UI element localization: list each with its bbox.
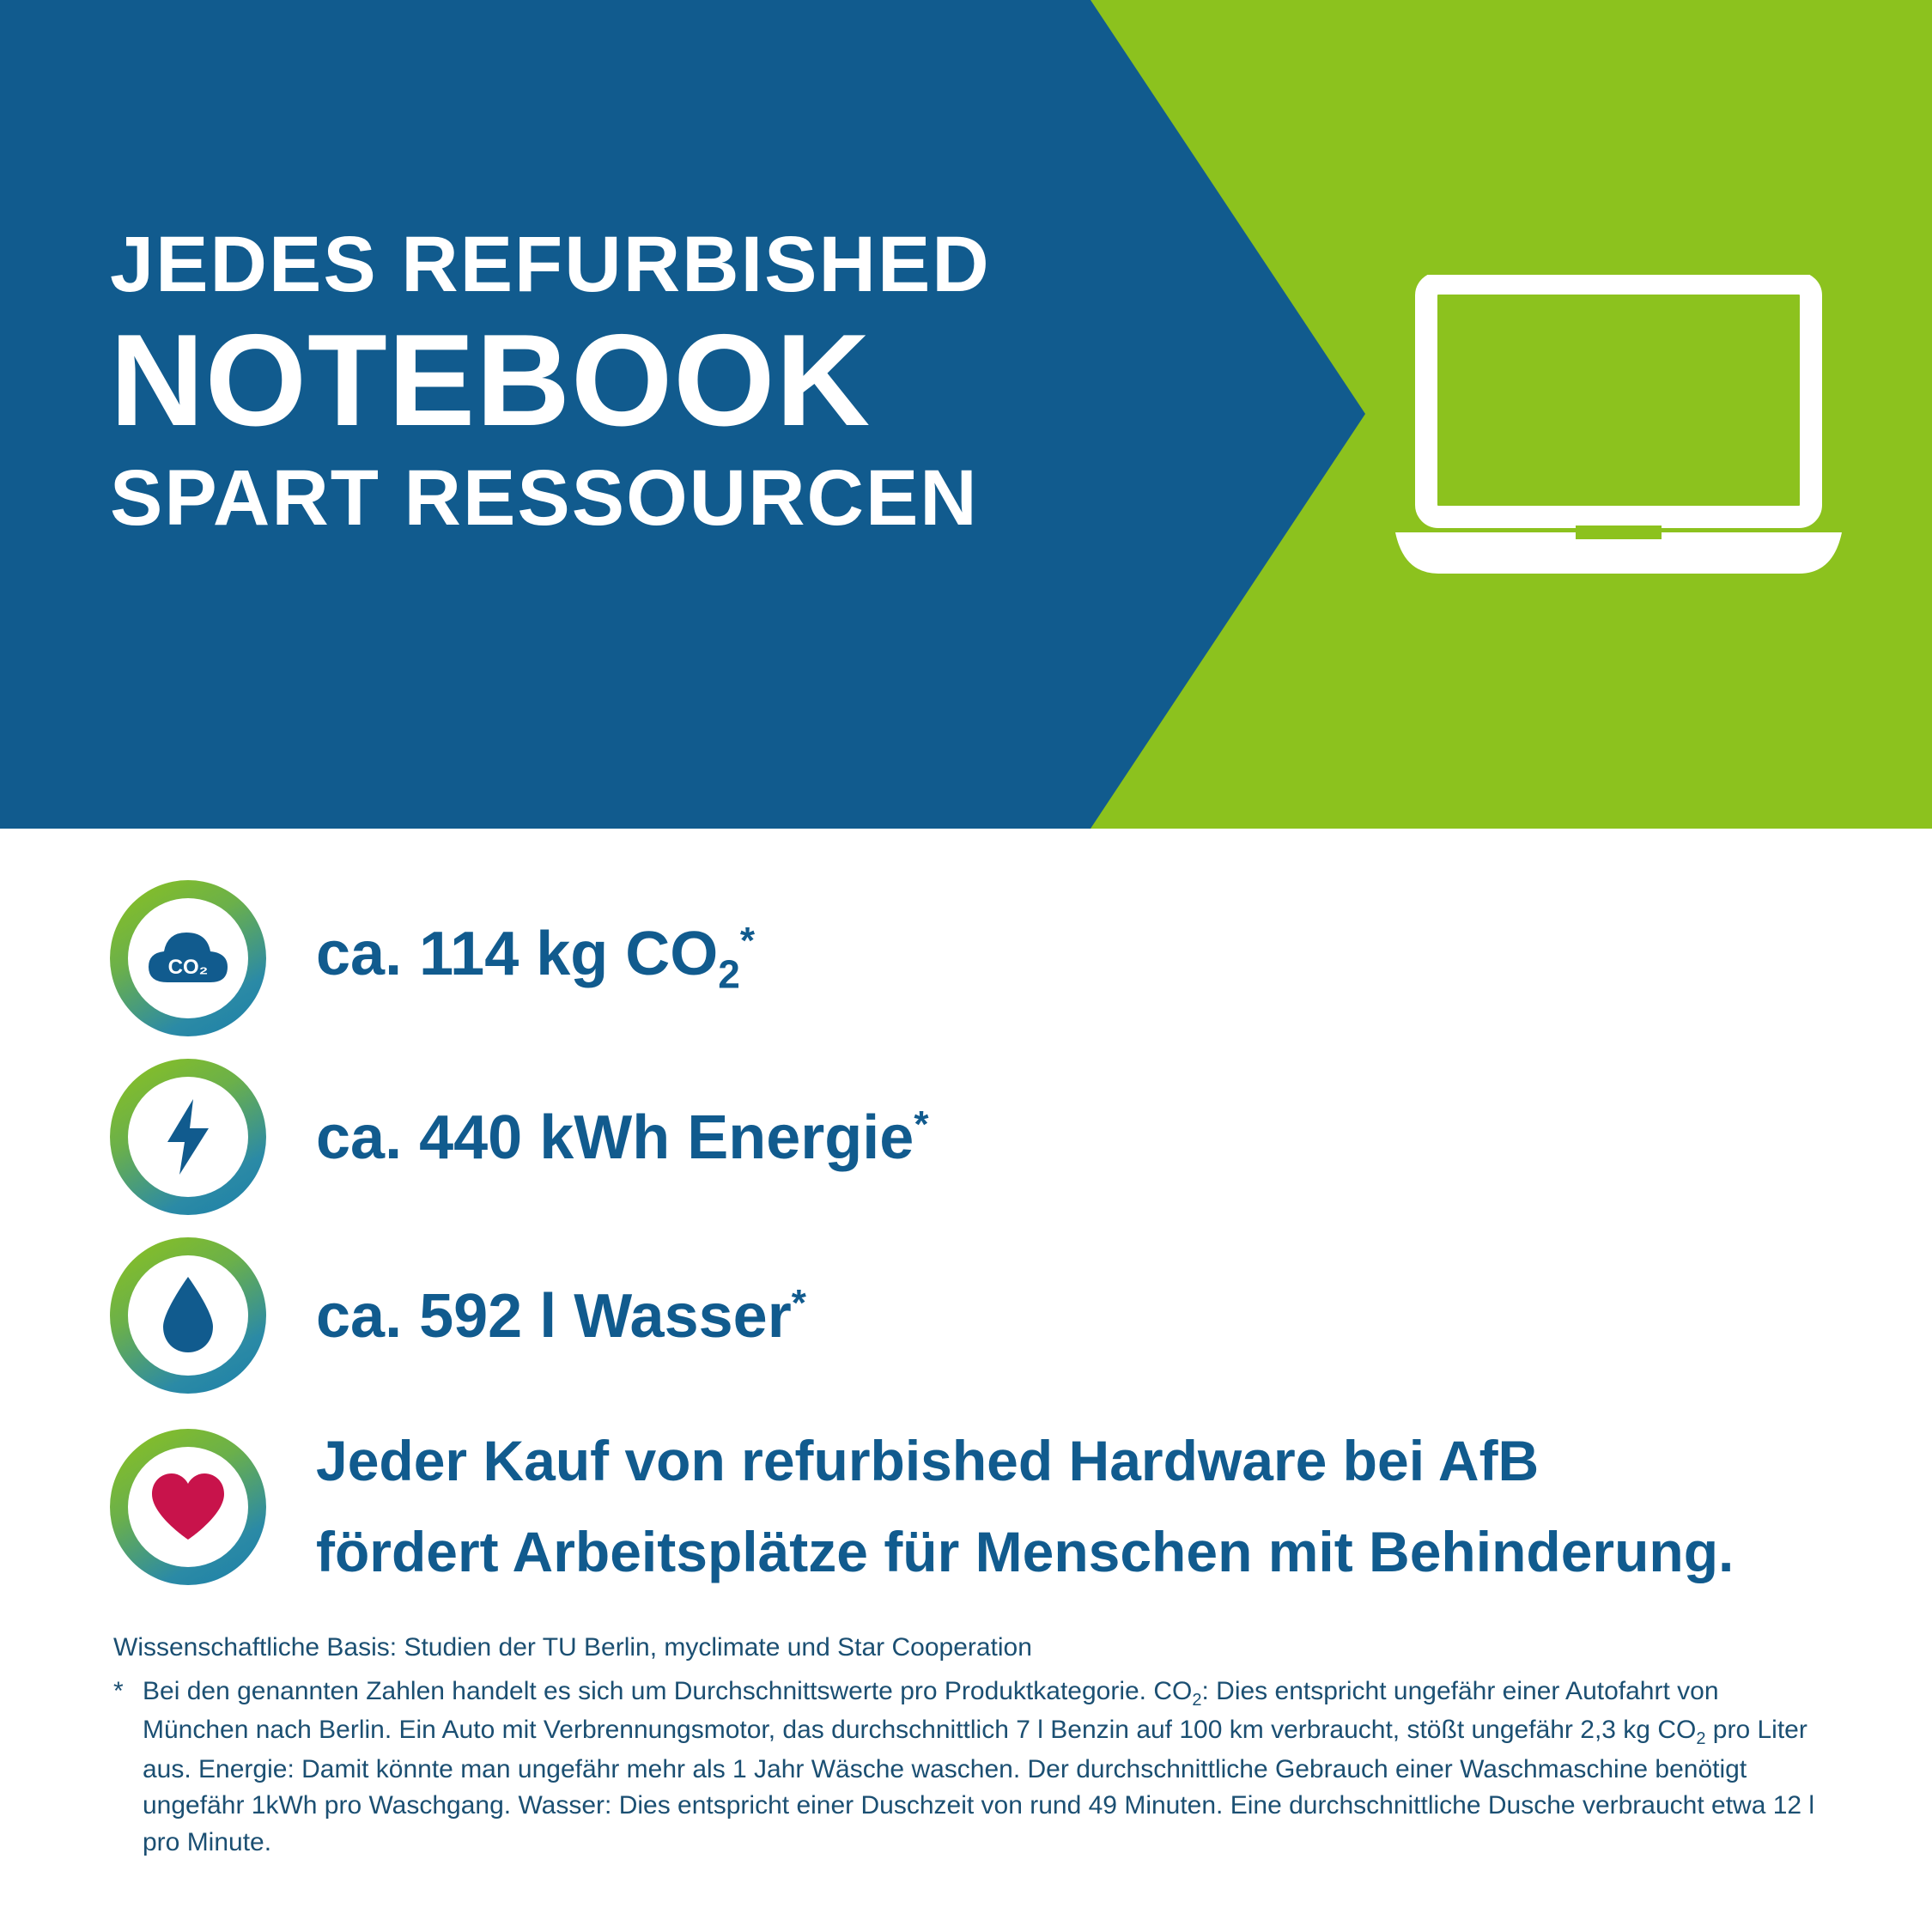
statement-line-1: Jeder Kauf von refurbished Hardware bei AfB bbox=[316, 1429, 1540, 1492]
lightning-bolt-icon bbox=[162, 1097, 214, 1176]
footnote-sub-1: 2 bbox=[1192, 1690, 1202, 1710]
fact-energy-prefix: ca. 440 kWh Energie bbox=[316, 1103, 914, 1172]
fact-water-prefix: ca. 592 l Wasser bbox=[316, 1281, 792, 1351]
footnote-part-1: Bei den genannten Zahlen handelt es sich um Durchschnittswerte pro Produktkategorie. CO bbox=[143, 1676, 1193, 1705]
badge-water bbox=[110, 1237, 266, 1394]
fact-co2-prefix: ca. 114 kg CO bbox=[316, 920, 719, 989]
header-line-2: NOTEBOOK bbox=[110, 307, 872, 453]
header-title-block bbox=[110, 221, 991, 543]
footnote-star-marker: * bbox=[113, 1676, 124, 1705]
statement-line-2: fördert Arbeitsplätze für Menschen mit Behinderung. bbox=[316, 1519, 1735, 1583]
badge-heart bbox=[110, 1429, 266, 1585]
laptop-icon bbox=[1395, 275, 1842, 584]
fact-text-energy bbox=[316, 1103, 929, 1172]
footnote-part-2: : Dies entspricht ungefähr einer Autofahrt von München nach Berlin. Ein Auto mit Verbrennungsmotor, das durchschnittlich 7 l Benzin auf 100 km verbraucht, stößt ungefähr 2,3 kg CO bbox=[143, 1676, 1719, 1745]
footnotes-block bbox=[113, 1630, 1822, 1861]
badge-co2 bbox=[110, 880, 266, 1036]
badge-inner bbox=[128, 1077, 248, 1197]
fact-row-energy bbox=[110, 1059, 1932, 1215]
fact-co2-sub: 2 bbox=[718, 951, 740, 997]
fact-co2-sup: * bbox=[739, 920, 755, 963]
header-banner bbox=[0, 0, 1932, 829]
fact-energy-sup: * bbox=[914, 1103, 929, 1145]
header-line-3: SPART RESSOURCEN bbox=[110, 454, 979, 543]
facts-section bbox=[0, 829, 1932, 1861]
footnote-star-row bbox=[113, 1674, 1822, 1862]
header-line-1: JEDES REFURBISHED bbox=[110, 221, 991, 308]
fact-row-water bbox=[110, 1237, 1932, 1394]
svg-text:CO₂: CO₂ bbox=[167, 956, 209, 979]
footnote-basis: Wissenschaftliche Basis: Studien der TU Berlin, myclimate und Star Cooperation bbox=[113, 1633, 1032, 1662]
badge-inner bbox=[128, 1447, 248, 1567]
fact-water-sup: * bbox=[791, 1281, 806, 1324]
heart-icon bbox=[149, 1471, 228, 1543]
fact-text-co2 bbox=[316, 920, 755, 997]
co2-cloud-icon bbox=[147, 926, 229, 991]
water-drop-icon bbox=[158, 1275, 218, 1356]
statement-row bbox=[110, 1416, 1932, 1597]
footnote-part-3: pro Liter aus. Energie: Damit könnte man ungefähr mehr als 1 Jahr Wäsche waschen. Der durchschnittliche Gebrauch einer Waschmaschine benötigt ungefähr 1kWh pro Waschgang. Wasser: Dies entspricht einer Duschzeit von rund 49 Minuten. Eine durchschnittliche Dusche verbraucht etwa 12 l pro Minute. bbox=[143, 1716, 1815, 1856]
footnote-sub-2: 2 bbox=[1696, 1729, 1706, 1749]
badge-energy bbox=[110, 1059, 266, 1215]
badge-inner bbox=[128, 1255, 248, 1376]
footnote-body bbox=[143, 1674, 1822, 1862]
fact-row-co2 bbox=[110, 880, 1932, 1036]
fact-text-water bbox=[316, 1281, 806, 1351]
badge-inner bbox=[128, 898, 248, 1018]
statement-text bbox=[316, 1416, 1734, 1597]
